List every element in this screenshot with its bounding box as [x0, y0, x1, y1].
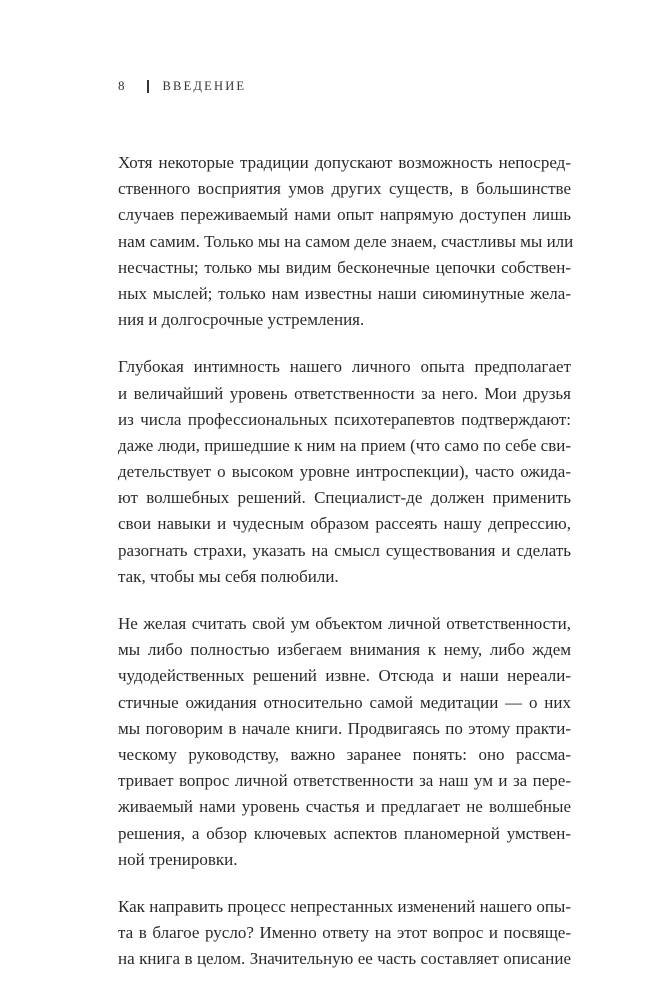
paragraph-4	[118, 894, 571, 973]
header-separator	[147, 80, 149, 93]
text-line: на книга в целом. Значительную ее часть составляет описание	[118, 949, 571, 969]
text-line: чудодейственных решений извне. Отсюда и наши нереали-	[118, 666, 571, 686]
text-line: нам самим. Только мы на самом деле знаем, счастливы мы или	[118, 231, 574, 251]
text-line: стичные ожидания относительно самой медитации — о них	[118, 692, 571, 712]
paragraph-3	[118, 611, 571, 873]
text-line: и величайший уровень ответственности за него. Мои друзья	[118, 383, 571, 403]
text-line: живаемый нами уровень счастья и предлагает не волшебные	[118, 797, 571, 817]
text-line: Как направить процесс непрестанных изменений нашего опы-	[118, 896, 571, 916]
text-line: ственного восприятия умов других существ, в большинстве	[118, 179, 571, 199]
text-line: ной тренировки.	[118, 849, 238, 869]
text-line: тривает вопрос личной ответственности за наш ум и за пере-	[118, 771, 571, 791]
section-title: ВВЕДЕНИЕ	[162, 78, 247, 93]
text-line: ных мыслей; только нам известны наши сиюминутные жела-	[118, 283, 571, 303]
text-line: Хотя некоторые традиции допускают возможность непосред-	[118, 153, 571, 172]
text-line: ческому руководству, важно заранее понять: оно рассма-	[118, 744, 571, 764]
text-line: ния и долгосрочные устремления.	[118, 310, 365, 330]
text-line: из числа профессиональных психотерапевтов подтверждают:	[118, 409, 571, 429]
text-line: та в благое русло? Именно ответу на этот вопрос и посвяще-	[118, 923, 571, 943]
text-line: Не желая считать свой ум объектом личной ответственности,	[118, 614, 571, 633]
text-line: Глубокая интимность нашего личного опыта предполагает	[118, 357, 571, 377]
body-text	[118, 150, 574, 993]
text-line: несчастны; только мы видим бесконечные цепочки собствен-	[118, 257, 571, 277]
page-number: 8	[118, 78, 125, 93]
text-line: свои навыки и чудесным образом рассеять нашу депрессию,	[118, 514, 571, 534]
text-line: детельствует о высоком уровне интроспекции), часто ожида-	[118, 462, 571, 482]
text-line: даже люди, пришедшие к ним на прием (что само по себе сви-	[118, 435, 571, 455]
text-line: решения, а обзор ключевых аспектов планомерной умствен-	[118, 823, 571, 843]
text-line: мы поговорим в начале книги. Продвигаясь по этому практи-	[118, 718, 571, 738]
text-line: разогнать страхи, указать на смысл существования и сделать	[118, 540, 571, 560]
text-line: мы либо полностью избегаем внимания к нему, либо ждем	[118, 640, 571, 660]
text-line: ют волшебных решений. Специалист-де должен применить	[118, 488, 571, 508]
running-head	[118, 76, 246, 96]
text-line: так, чтобы мы себя полюбили.	[118, 566, 339, 586]
paragraph-2	[118, 354, 571, 590]
paragraph-1	[118, 150, 574, 333]
text-line: случаев переживаемый нами опыт напрямую доступен лишь	[118, 205, 571, 225]
